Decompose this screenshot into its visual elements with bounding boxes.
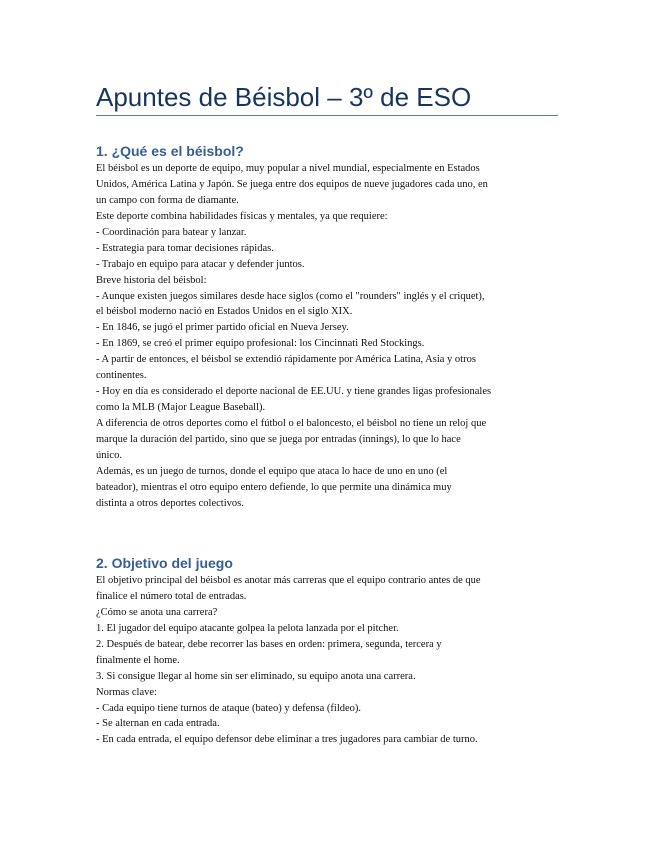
document-title: Apuntes de Béisbol – 3º de ESO [96,82,472,112]
title-underline [96,115,558,116]
paragraph-line: Normas clave: [96,686,157,698]
paragraph-line: A diferencia de otros deportes como el fútbol o el baloncesto, el béisbol no tiene un reloj que [96,418,487,429]
section-heading-2: 2. Objetivo del juego [96,555,233,571]
list-item: 2. Después de batear, debe recorrer las bases en orden: primera, segunda, tercera y [96,638,442,650]
paragraph-line: distinta a otros deportes colectivos. [96,497,244,509]
paragraph-line: Unidos, América Latina y Japón. Se juega entre dos equipos de nueve jugadores cada uno, en [96,178,488,190]
list-item: - Coordinación para batear y lanzar. [96,226,247,238]
list-item: - Estrategia para tomar decisiones rápidas. [96,242,274,254]
list-item: - Aunque existen juegos similares desde hace siglos (como el "rounders" inglés y el criquet), [96,290,485,302]
list-item: finalmente el home. [96,654,180,666]
paragraph-line: marque la duración del partido, sino que se juega por entradas (innings), lo que lo hace [96,433,461,445]
list-item: - A partir de entonces, el béisbol se extendió rápidamente por América Latina, Asia y otros [96,354,476,366]
paragraph-line: Este deporte combina habilidades físicas y mentales, ya que requiere: [96,210,388,222]
list-item: - En 1846, se jugó el primer partido oficial en Nueva Jersey. [96,322,349,334]
list-item: - Hoy en día es considerado el deporte nacional de EE.UU. y tiene grandes ligas profesionales [96,386,492,398]
paragraph-line: ¿Cómo se anota una carrera? [96,606,218,618]
paragraph-line: El objetivo principal del béisbol es anotar más carreras que el equipo contrario antes de que [96,575,481,586]
paragraph-line: Breve historia del béisbol: [96,274,207,286]
paragraph-line: Además, es un juego de turnos, donde el equipo que ataca lo hace de uno en uno (el [96,465,448,477]
paragraph-line: bateador), mientras el otro equipo entero defiende, lo que permite una dinámica muy [96,481,452,493]
paragraph-line: finalice el número total de entradas. [96,590,247,602]
list-item: - Se alternan en cada entrada. [96,718,220,730]
paragraph-line: un campo con forma de diamante. [96,194,239,206]
list-item: - En cada entrada, el equipo defensor debe eliminar a tres jugadores para cambiar de turno. [96,734,478,746]
paragraph-line: único. [96,449,122,461]
list-item: - En 1869, se creó el primer equipo profesional: los Cincinnati Red Stockings. [96,338,425,350]
list-item: continentes. [96,370,147,382]
section-heading-1: 1. ¿Qué es el béisbol? [96,143,244,159]
paragraph-line: El béisbol es un deporte de equipo, muy popular a nivel mundial, especialmente en Estados [96,163,480,174]
section-body-2 [96,573,566,748]
list-item: 3. Si consigue llegar al home sin ser eliminado, su equipo anota una carrera. [96,670,416,682]
list-item: - Trabajo en equipo para atacar y defender juntos. [96,258,305,270]
list-item: como la MLB (Major League Baseball). [96,402,266,414]
list-item: 1. El jugador del equipo atacante golpea la pelota lanzada por el pitcher. [96,622,399,634]
section-body-1 [96,161,566,512]
list-item: - Cada equipo tiene turnos de ataque (bateo) y defensa (fildeo). [96,702,362,714]
list-item: el béisbol moderno nació en Estados Unidos en el siglo XIX. [96,306,353,318]
